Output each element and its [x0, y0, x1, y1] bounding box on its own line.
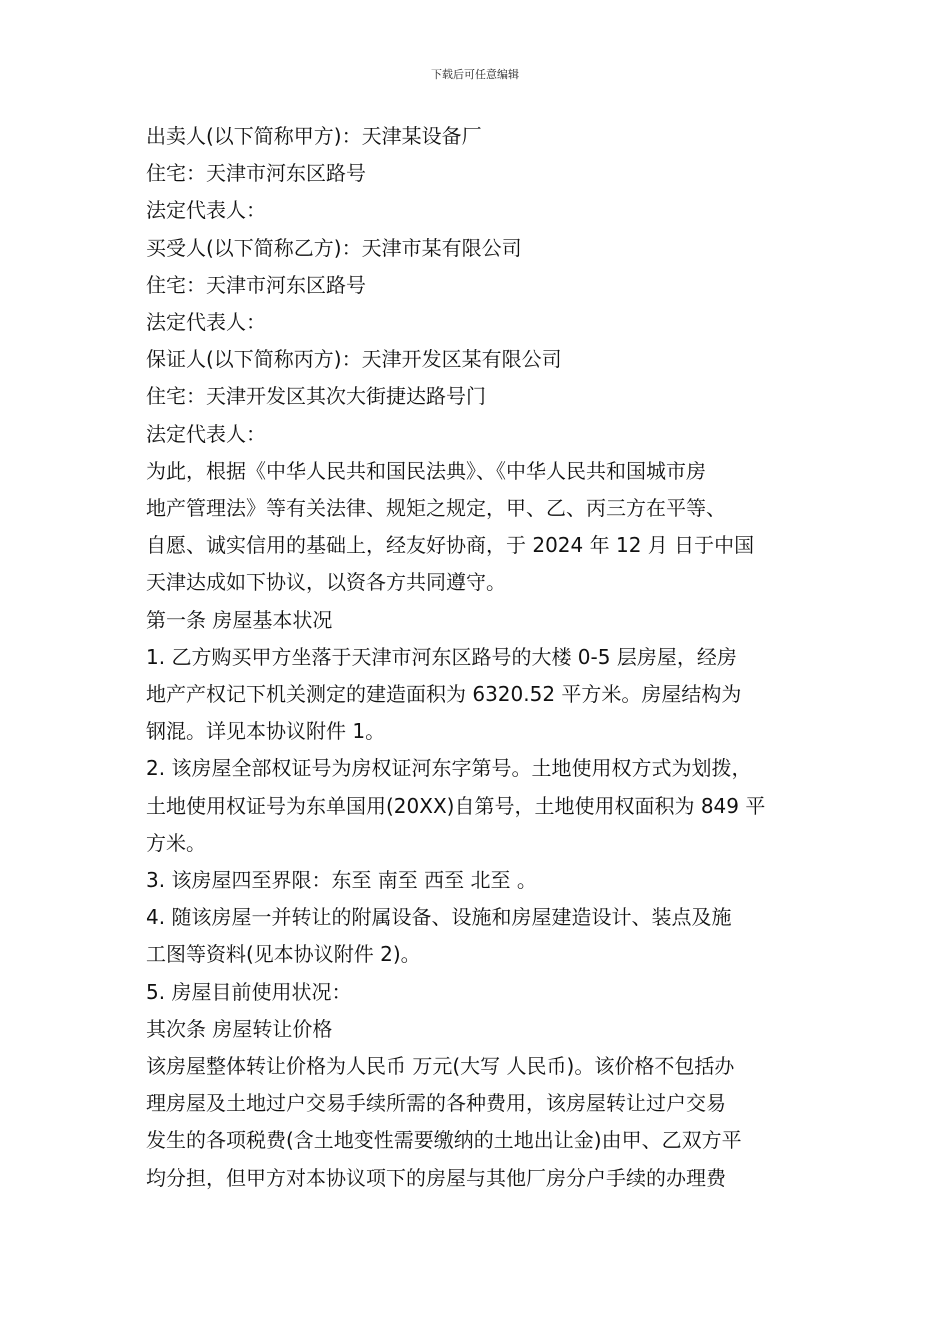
- text-line: 发生的各项税费(含土地变性需要缴纳的土地出让金)由甲、乙双方平: [146, 1128, 742, 1153]
- text-line: 住宅：天津市河东区路号: [146, 161, 366, 186]
- text-line: 2. 该房屋全部权证号为房权证河东字第号。土地使用权方式为划拨，: [146, 756, 752, 781]
- text-line: 方米。: [146, 830, 206, 855]
- text-line: 地产产权记下机关测定的建造面积为 6320.52 平方米。房屋结构为: [146, 682, 742, 707]
- section-heading: 其次条 房屋转让价格: [146, 1016, 333, 1041]
- text-line: 3. 该房屋四至界限：东至 南至 西至 北至 。: [146, 868, 537, 893]
- text-line: 法定代表人：: [146, 310, 266, 335]
- text-line: 1. 乙方购买甲方坐落于天津市河东区路号的大楼 0-5 层房屋，经房: [146, 644, 737, 669]
- text-line: 法定代表人：: [146, 421, 266, 446]
- text-line: 自愿、诚实信用的基础上，经友好协商，于 2024 年 12 月 日于中国: [146, 533, 755, 558]
- text-line: 该房屋整体转让价格为人民币 万元(大写 人民币)。该价格不包括办: [146, 1054, 735, 1079]
- document-body: [146, 118, 816, 1197]
- header-note: 下载后可任意编辑: [431, 68, 519, 81]
- text-line: 地产管理法》等有关法律、规矩之规定，甲、乙、丙三方在平等、: [146, 496, 726, 521]
- text-line: 保证人(以下简称丙方)：天津开发区某有限公司: [146, 347, 562, 372]
- text-line: 买受人(以下简称乙方)：天津市某有限公司: [146, 235, 522, 260]
- text-line: 理房屋及土地过户交易手续所需的各种费用，该房屋转让过户交易: [146, 1091, 726, 1116]
- text-line: 住宅：天津市河东区路号: [146, 272, 366, 297]
- text-line: 均分担，但甲方对本协议项下的房屋与其他厂房分户手续的办理费: [146, 1165, 726, 1190]
- text-line: 为此，根据《中华人民共和国民法典》、《中华人民共和国城市房: [146, 458, 706, 483]
- section-heading: 第一条 房屋基本状况: [146, 607, 333, 632]
- text-line: 5. 房屋目前使用状况：: [146, 979, 352, 1004]
- text-line: 法定代表人：: [146, 198, 266, 223]
- text-line: 出卖人(以下简称甲方)：天津某设备厂: [146, 124, 482, 148]
- text-line: 土地使用权证号为东单国用(20XX)自第号，土地使用权面积为 849 平: [146, 793, 766, 818]
- text-line: 4. 随该房屋一并转让的附属设备、设施和房屋建造设计、装点及施: [146, 905, 732, 930]
- text-line: 天津达成如下协议，以资各方共同遵守。: [146, 570, 506, 595]
- text-line: 工图等资料(见本协议附件 2)。: [146, 942, 421, 967]
- text-line: 钢混。详见本协议附件 1。: [146, 719, 386, 744]
- text-line: 住宅：天津开发区其次大街捷达路号门: [146, 384, 486, 409]
